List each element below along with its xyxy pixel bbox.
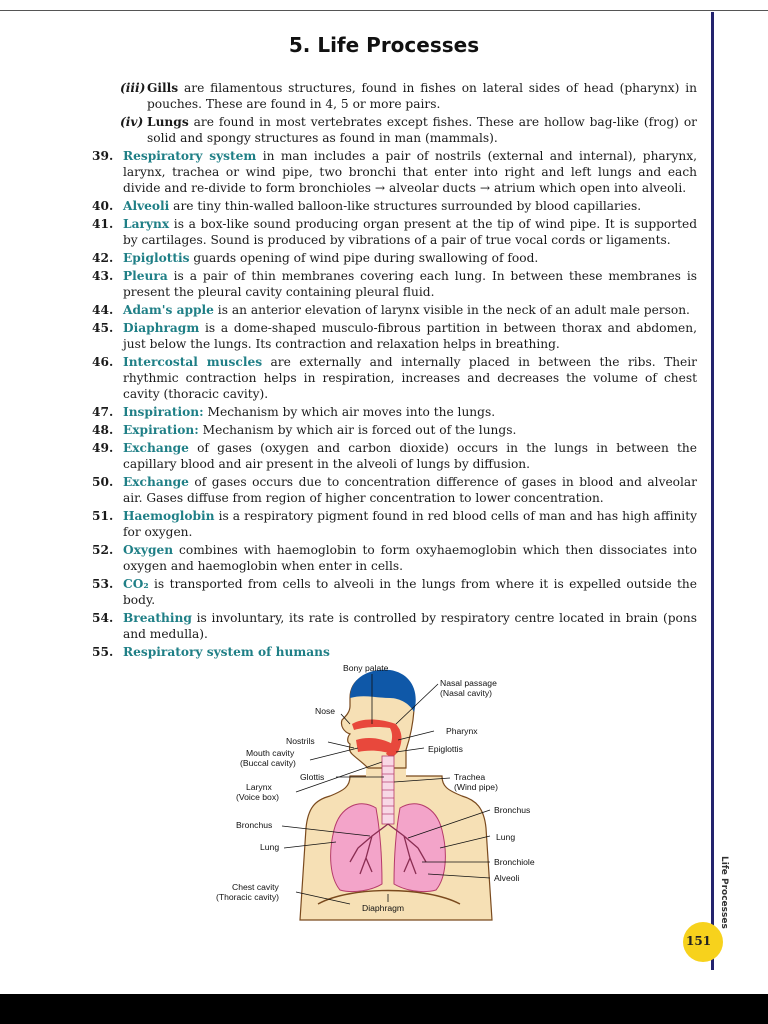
item-term: Pleura — [123, 269, 168, 283]
content-body — [92, 80, 697, 662]
item-number: 50. — [92, 475, 114, 489]
label-nostrils: Nostrils — [286, 736, 315, 746]
subitem-text: are found in most vertebrates except fishes. These are hollow bag-like (frog) or solid and spongy structures as found in man (mammals). — [147, 115, 697, 145]
item-number: 39. — [92, 149, 114, 163]
item-term: Respiratory system — [123, 149, 257, 163]
item-number: 40. — [92, 199, 114, 213]
page-number: 151 — [686, 934, 712, 948]
list-item — [92, 302, 697, 318]
item-number: 51. — [92, 509, 114, 523]
item-number: 44. — [92, 303, 114, 317]
item-number: 52. — [92, 543, 114, 557]
side-label-text: Life Processes — [719, 856, 729, 929]
item-number: 53. — [92, 577, 114, 591]
respiratory-system-diagram — [200, 658, 560, 923]
right-margin-rule — [711, 12, 714, 970]
list-item — [92, 508, 697, 540]
item-text: is involuntary, its rate is controlled by respiratory centre located in brain (pons and medulla). — [123, 611, 697, 641]
item-number: 47. — [92, 405, 114, 419]
item-number: 41. — [92, 217, 114, 231]
chapter-side-label — [715, 858, 729, 928]
list-subitem — [92, 80, 697, 112]
subitem-text: are filamentous structures, found in fishes on lateral sides of head (pharynx) in pouches. These are found in 4, 5 or more pairs. — [147, 81, 697, 111]
item-number: 49. — [92, 441, 114, 455]
item-number: 46. — [92, 355, 114, 369]
list-item — [92, 198, 697, 214]
list-item — [92, 268, 697, 300]
item-text: in man includes a pair of nostrils (external and internal), pharynx, larynx, trachea or wind pipe, two bronchi that enter into right and left lungs and each divide and re-divide to form bronchioles → alveolar ducts → atrium which open into alveoli. — [123, 149, 697, 195]
item-term: Epiglottis — [123, 251, 190, 265]
item-text: are externally and internally placed in between the ribs. Their rhythmic contraction helps in respiration, increases and decreases the volume of chest cavity (thoracic cavity). — [123, 355, 697, 401]
label-pharynx: Pharynx — [446, 726, 478, 736]
list-item — [92, 250, 697, 266]
item-number: 55. — [92, 645, 114, 659]
list-item — [92, 474, 697, 506]
label-bronchiole: Bronchiole — [494, 857, 535, 867]
top-rule — [0, 10, 768, 11]
item-text: are tiny thin-walled balloon-like structures surrounded by blood capillaries. — [169, 199, 642, 213]
label-nasal-cavity: (Nasal cavity) — [440, 688, 493, 698]
item-term: Adam's apple — [123, 303, 214, 317]
label-chest-cavity: Chest cavity — [232, 882, 279, 892]
item-term: Respiratory system of humans — [123, 645, 330, 659]
item-text: combines with haemoglobin to form oxyhaemoglobin which then dissociates into oxygen and haemoglobin when enter in cells. — [123, 543, 697, 573]
item-term: Intercostal muscles — [123, 355, 263, 369]
bottom-bar — [0, 994, 768, 1024]
label-bronchus-left: Bronchus — [494, 805, 531, 815]
list-item — [92, 610, 697, 642]
label-lung-right: Lung — [260, 842, 280, 852]
item-number: 54. — [92, 611, 114, 625]
label-buccal-cavity: (Buccal cavity) — [240, 758, 296, 768]
item-text: Mechanism by which air moves into the lungs. — [203, 405, 496, 419]
item-term: Diaphragm — [123, 321, 200, 335]
list-item — [92, 576, 697, 608]
label-trachea: Trachea — [454, 772, 486, 782]
label-nose: Nose — [315, 706, 336, 716]
item-text: of gases (oxygen and carbon dioxide) occurs in the lungs in between the capillary blood and air present in the alveoli of lungs by diffusion. — [123, 441, 697, 471]
item-term: Inspiration: — [123, 405, 204, 419]
item-number: 45. — [92, 321, 114, 335]
subitem-term: Gills — [147, 81, 179, 95]
item-text: is an anterior elevation of larynx visible in the neck of an adult male person. — [213, 303, 690, 317]
subitem-term: Lungs — [147, 115, 189, 129]
item-term: CO₂ — [123, 577, 149, 591]
label-larynx: Larynx — [246, 782, 272, 792]
item-text: Mechanism by which air is forced out of the lungs. — [198, 423, 517, 437]
item-term: Haemoglobin — [123, 509, 215, 523]
label-glottis: Glottis — [300, 772, 325, 782]
list-item — [92, 320, 697, 352]
label-thoracic-cavity: (Thoracic cavity) — [216, 892, 280, 902]
item-term: Expiration: — [123, 423, 199, 437]
item-text: is a box-like sound producing organ present at the tip of wind pipe. It is supported by cartilages. Sound is produced by vibrations of a pair of true vocal cords or ligaments. — [123, 217, 697, 247]
item-number: 48. — [92, 423, 114, 437]
label-epiglottis: Epiglottis — [428, 744, 463, 754]
label-alveoli: Alveoli — [494, 873, 520, 883]
item-text: guards opening of wind pipe during swallowing of food. — [189, 251, 539, 265]
item-text: is a respiratory pigment found in red blood cells of man and has high affinity for oxygen. — [123, 509, 697, 539]
list-item — [92, 354, 697, 402]
item-text: is transported from cells to alveoli in the lungs from where it is expelled outside the body. — [123, 577, 697, 607]
list-subitem — [92, 114, 697, 146]
list-item — [92, 542, 697, 574]
list-item — [92, 148, 697, 196]
label-bronchus-right: Bronchus — [236, 820, 273, 830]
label-diaphragm: Diaphragm — [362, 903, 405, 913]
subitem-label: (iii) — [120, 81, 146, 95]
item-term: Exchange — [123, 441, 189, 455]
list-item — [92, 440, 697, 472]
label-nasal-passage: Nasal passage — [440, 678, 497, 688]
item-term: Larynx — [123, 217, 170, 231]
list-item — [92, 404, 697, 420]
label-voice-box: (Voice box) — [236, 792, 279, 802]
item-term: Exchange — [123, 475, 189, 489]
item-number: 43. — [92, 269, 114, 283]
item-term: Breathing — [123, 611, 192, 625]
item-text: is a dome-shaped musculo-fibrous partition in between thorax and abdomen, just below the lungs. Its contraction and relaxation helps in breathing. — [123, 321, 697, 351]
list-item — [92, 216, 697, 248]
label-lung-left: Lung — [496, 832, 516, 842]
item-term: Oxygen — [123, 543, 174, 557]
page-title: 5. Life Processes — [288, 33, 480, 57]
label-mouth-cavity: Mouth cavity — [246, 748, 295, 758]
subitem-label: (iv) — [120, 115, 144, 129]
item-term: Alveoli — [123, 199, 170, 213]
item-text: of gases occurs due to concentration difference of gases in blood and alveolar air. Gases diffuse from region of higher concentration to lower concentration. — [123, 475, 697, 505]
label-bony-palate: Bony palate — [343, 663, 389, 673]
item-number: 42. — [92, 251, 114, 265]
label-wind-pipe: (Wind pipe) — [454, 782, 498, 792]
item-text: is a pair of thin membranes covering each lung. In between these membranes is present the pleural cavity containing pleural fluid. — [123, 269, 697, 299]
list-item — [92, 422, 697, 438]
